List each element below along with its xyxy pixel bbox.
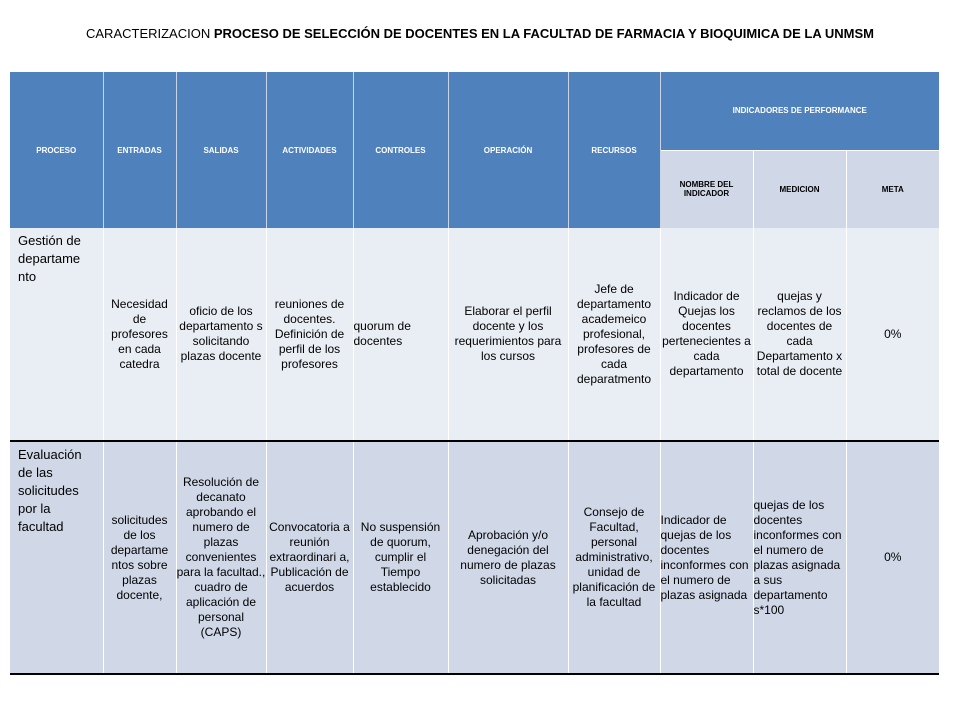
cell-nombre-indicador: Indicador de quejas de los docentes inconformes con el numero de plazas asignada: [660, 441, 753, 674]
cell-salidas: oficio de los departamento s solicitando plazas docente: [176, 228, 266, 441]
header-recursos: RECURSOS: [568, 72, 660, 228]
header-nombre-indicador: NOMBRE DEL INDICADOR: [660, 150, 753, 228]
cell-actividades: Convocatoria a reunión extraordinari a, Publicación de acuerdos: [266, 441, 353, 674]
cell-medicion: quejas y reclamos de los docentes de cada Departamento x total de docente: [753, 228, 846, 441]
cell-entradas: Necesidad de profesores en cada catedra: [103, 228, 176, 441]
cell-operacion: Elaborar el perfil docente y los requerimientos para los cursos: [448, 228, 568, 441]
header-entradas: ENTRADAS: [103, 72, 176, 228]
cell-controles: quorum de docentes: [353, 228, 448, 441]
cell-salidas: Resolución de decanato aprobando el numero de plazas convenientes para la facultad., cuadro de aplicación de personal (CAPS): [176, 441, 266, 674]
header-meta: META: [846, 150, 939, 228]
header-proceso: PROCESO: [10, 72, 103, 228]
header-actividades: ACTIVIDADES: [266, 72, 353, 228]
cell-actividades: reuniones de docentes. Definición de perfil de los profesores: [266, 228, 353, 441]
table-row: [10, 441, 939, 674]
cell-meta: 0%: [846, 228, 939, 441]
cell-recursos: Jefe de departamento academeico profesional, profesores de cada deparatmento: [568, 228, 660, 441]
page-title: [0, 26, 960, 41]
cell-operacion: Aprobación y/o denegación del numero de plazas solicitadas: [448, 441, 568, 674]
header-medicion: MEDICION: [753, 150, 846, 228]
title-bold: PROCESO DE SELECCIÓN DE DOCENTES EN LA FACULTAD DE FARMACIA Y BIOQUIMICA DE LA UNMSM: [213, 26, 874, 41]
header-indicadores: INDICADORES DE PERFORMANCE: [660, 72, 939, 150]
header-operacion: OPERACIÓN: [448, 72, 568, 228]
cell-controles: No suspensión de quorum, cumplir el Tiempo establecido: [353, 441, 448, 674]
cell-meta: 0%: [846, 441, 939, 674]
cell-proceso: Evaluación de las solicitudes por la facultad: [10, 441, 103, 674]
characterization-table: [10, 72, 939, 675]
cell-medicion: quejas de los docentes inconformes con el numero de plazas asignada a sus departamento s*100: [753, 441, 846, 674]
title-prefix: CARACTERIZACION: [86, 26, 214, 41]
header-salidas: SALIDAS: [176, 72, 266, 228]
cell-recursos: Consejo de Facultad, personal administrativo, unidad de planificación de la facultad: [568, 441, 660, 674]
header-controles: CONTROLES: [353, 72, 448, 228]
table-row: [10, 228, 939, 441]
cell-entradas: solicitudes de los departame ntos sobre plazas docente,: [103, 441, 176, 674]
cell-proceso: Gestión de departame nto: [10, 228, 103, 441]
cell-nombre-indicador: Indicador de Quejas los docentes pertenecientes a cada departamento: [660, 228, 753, 441]
